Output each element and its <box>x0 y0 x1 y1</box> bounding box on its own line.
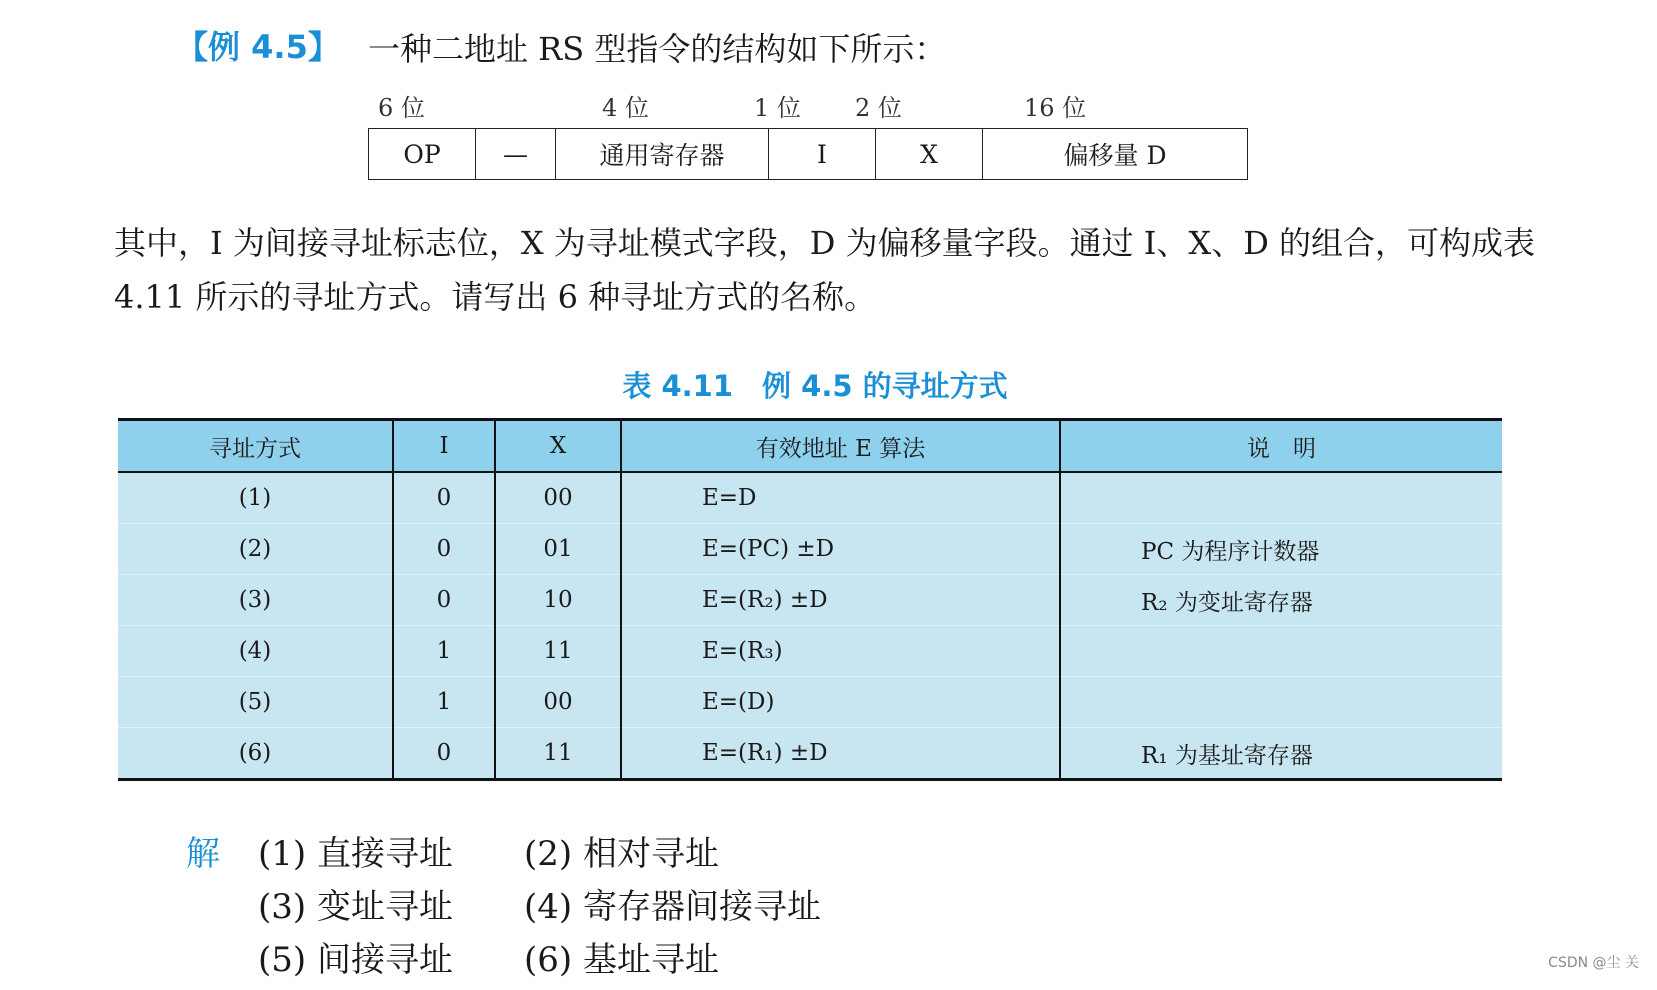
answer-item: (5) 间接寻址 <box>258 940 453 980</box>
cell-x: 11 <box>495 728 621 780</box>
table-row <box>118 472 1502 524</box>
cell-formula: E=(R₁) ±D <box>621 728 1060 780</box>
header-description: 说 明 <box>1060 420 1502 473</box>
cell-x: 00 <box>495 677 621 728</box>
answer-item: (1) 直接寻址 <box>258 834 453 874</box>
cell-formula: E=D <box>621 472 1060 524</box>
field-i: I <box>769 129 876 179</box>
cell-x: 01 <box>495 524 621 575</box>
bit-label-offset: 16 位 <box>1024 94 1087 122</box>
bit-label-op: 6 位 <box>378 94 425 122</box>
cell-mode: (3) <box>118 575 393 626</box>
problem-paragraph: 其中，I 为间接寻址标志位，X 为寻址模式字段，D 为偏移量字段。通过 I、X、D 的组合，可构成表 4.11 所示的寻址方式。请写出 6 种寻址方式的名称。 <box>114 224 1536 316</box>
field-x: X <box>876 129 983 179</box>
header-mode: 寻址方式 <box>118 420 393 473</box>
field-offset-d: 偏移量 D <box>1063 141 1167 170</box>
watermark: CSDN @尘 关 <box>1548 955 1639 971</box>
example-number: 【例 4.5】 <box>176 28 340 66</box>
table-caption: 表 4.11 例 4.5 的寻址方式 <box>622 369 1008 403</box>
instruction-format <box>368 128 1248 180</box>
cell-description <box>1060 677 1502 728</box>
header-i: I <box>393 420 495 473</box>
cell-i: 0 <box>393 728 495 780</box>
answer-label: 解 <box>186 834 220 874</box>
field-unused: — <box>476 129 556 179</box>
example-intro-text: 一种二地址 RS 型指令的结构如下所示： <box>368 30 947 68</box>
cell-mode: (4) <box>118 626 393 677</box>
cell-i: 0 <box>393 524 495 575</box>
answer-item: (4) 寄存器间接寻址 <box>524 887 821 927</box>
bit-label-x: 2 位 <box>855 94 902 122</box>
table-row <box>118 524 1502 575</box>
cell-formula: E=(D) <box>621 677 1060 728</box>
cell-description <box>1060 626 1502 677</box>
table-header-row <box>118 420 1502 473</box>
answer-item: (2) 相对寻址 <box>524 834 719 874</box>
cell-description: R₂ 为变址寄存器 <box>1060 575 1502 626</box>
field-op: OP <box>369 129 476 179</box>
header-formula: 有效地址 E 算法 <box>621 420 1060 473</box>
cell-x: 10 <box>495 575 621 626</box>
cell-description <box>1060 472 1502 524</box>
cell-formula: E=(PC) ±D <box>621 524 1060 575</box>
table-row <box>118 575 1502 626</box>
bit-label-register: 4 位 <box>602 94 649 122</box>
cell-i: 1 <box>393 626 495 677</box>
cell-mode: (5) <box>118 677 393 728</box>
cell-i: 1 <box>393 677 495 728</box>
header-x: X <box>495 420 621 473</box>
cell-i: 0 <box>393 472 495 524</box>
cell-description: R₁ 为基址寄存器 <box>1060 728 1502 780</box>
cell-mode: (2) <box>118 524 393 575</box>
table-row <box>118 677 1502 728</box>
cell-i: 0 <box>393 575 495 626</box>
field-general-register: 通用寄存器 <box>556 129 769 179</box>
cell-x: 00 <box>495 472 621 524</box>
cell-x: 11 <box>495 626 621 677</box>
cell-formula: E=(R₃) <box>621 626 1060 677</box>
cell-description: PC 为程序计数器 <box>1060 524 1502 575</box>
answer-item: (3) 变址寻址 <box>258 887 453 927</box>
table-row <box>118 728 1502 780</box>
cell-mode: (1) <box>118 472 393 524</box>
cell-formula: E=(R₂) ±D <box>621 575 1060 626</box>
cell-mode: (6) <box>238 740 272 766</box>
table-row <box>118 626 1502 677</box>
answer-item: (6) 基址寻址 <box>524 940 719 980</box>
addressing-mode-table <box>118 418 1502 781</box>
bit-label-i: 1 位 <box>754 94 801 122</box>
